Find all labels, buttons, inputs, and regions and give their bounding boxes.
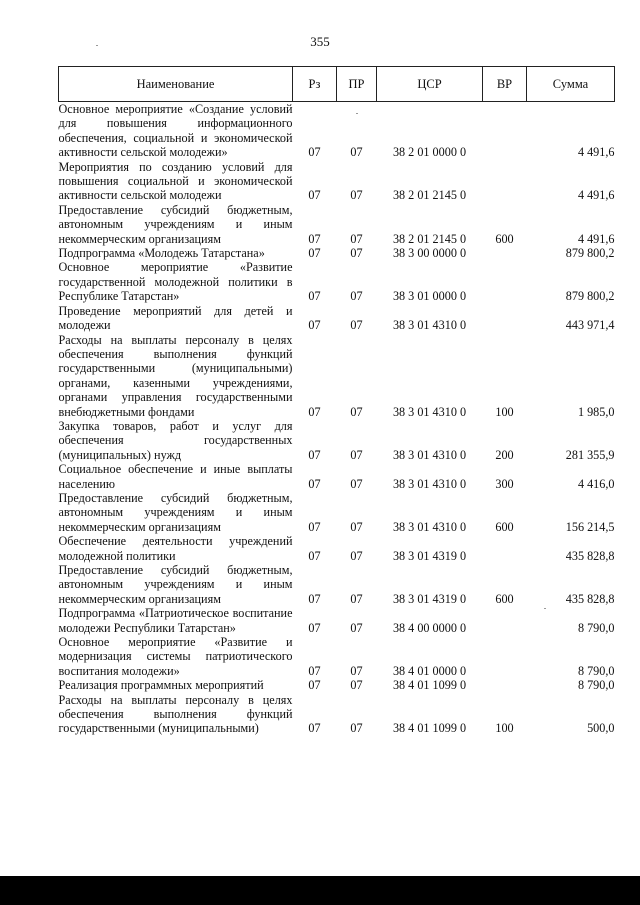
table-row	[59, 260, 615, 303]
cell-vr	[483, 260, 527, 303]
scan-speck	[544, 608, 546, 609]
cell-sum: 500,0	[587, 721, 615, 736]
cell-rz: 07	[308, 188, 321, 203]
cell-name: Подпрограмма «Патриотическое воспитание молодежи Республики Татарстан»	[58, 606, 293, 635]
table-row	[59, 203, 615, 246]
table-row	[59, 491, 615, 534]
header-name: Наименование	[59, 67, 293, 102]
cell-csr: 38 4 01 1099 0	[392, 721, 467, 736]
cell-vr	[483, 678, 527, 692]
page-number: 355	[310, 34, 330, 49]
cell-vr	[483, 606, 527, 635]
cell-vr	[483, 304, 527, 333]
cell-vr: 600	[495, 231, 514, 246]
cell-rz: 07	[308, 246, 321, 261]
cell-pr: 07	[350, 318, 363, 333]
cell-csr: 38 4 01 0000 0	[392, 663, 467, 678]
cell-vr: 100	[495, 721, 514, 736]
header-csr: ЦСР	[377, 67, 483, 102]
cell-vr: 100	[495, 404, 514, 419]
cell-sum: 879 800,2	[565, 289, 615, 304]
table-row	[59, 102, 615, 160]
table-row	[59, 678, 615, 692]
cell-pr: 07	[350, 476, 363, 491]
cell-name: Основное мероприятие «Развитие и модернизация системы патриотического воспитания молодежи»	[58, 635, 293, 678]
cell-rz: 07	[308, 289, 321, 304]
table-row	[59, 693, 615, 736]
scan-speck	[96, 45, 98, 46]
table-row	[59, 563, 615, 606]
table-row	[59, 462, 615, 491]
header-sum: Сумма	[527, 67, 615, 102]
cell-sum: 879 800,2	[565, 246, 615, 261]
cell-csr: 38 3 01 0000 0	[392, 289, 467, 304]
cell-rz: 07	[308, 591, 321, 606]
cell-pr: 07	[350, 519, 363, 534]
cell-csr: 38 3 01 4310 0	[392, 404, 467, 419]
table-row	[59, 635, 615, 678]
cell-csr: 38 3 00 0000 0	[392, 246, 467, 261]
cell-rz: 07	[308, 721, 321, 736]
cell-csr: 38 3 01 4310 0	[392, 476, 467, 491]
cell-sum: 4 416,0	[577, 476, 615, 491]
cell-csr: 38 3 01 4310 0	[392, 519, 467, 534]
cell-name: Закупка товаров, работ и услуг для обеспечения государственных (муниципальных) нужд	[58, 418, 293, 462]
cell-pr: 07	[350, 591, 363, 606]
cell-vr	[483, 102, 527, 160]
cell-pr: 07	[350, 620, 363, 635]
cell-sum: 8 790,0	[577, 620, 615, 635]
cell-vr: 600	[495, 519, 514, 534]
cell-pr: 07	[350, 145, 363, 160]
cell-name: Основное мероприятие «Развитие государственной молодежной политики в Республике Татарстан»	[58, 260, 293, 304]
table-row	[59, 304, 615, 333]
cell-pr: 07	[350, 447, 363, 462]
cell-pr: 07	[350, 188, 363, 203]
cell-name: Обеспечение деятельности учреждений молодежной политики	[58, 534, 293, 563]
cell-name: Расходы на выплаты персоналу в целях обеспечения выполнения функций государственными (муниципальными) органами, казенными учреждениями, органами управления государственными внебюджетными фондами	[58, 332, 293, 419]
table-row	[59, 534, 615, 563]
cell-name: Подпрограмма «Молодежь Татарстана»	[58, 246, 265, 261]
cell-vr	[483, 534, 527, 563]
cell-csr: 38 3 01 4310 0	[392, 447, 467, 462]
cell-vr: 300	[495, 476, 514, 491]
cell-sum: 443 971,4	[565, 318, 615, 333]
cell-csr: 38 2 01 2145 0	[392, 231, 467, 246]
cell-sum: 1 985,0	[577, 404, 615, 419]
cell-name: Предоставление субсидий бюджетным, автономным учреждениям и иным некоммерческим организациям	[58, 490, 293, 534]
cell-csr: 38 3 01 4319 0	[392, 591, 467, 606]
cell-rz: 07	[308, 678, 321, 693]
scan-bottom-border	[0, 876, 640, 905]
cell-vr: 600	[495, 591, 514, 606]
cell-sum: 8 790,0	[577, 678, 615, 693]
table-header-row	[59, 67, 615, 102]
table-row	[59, 246, 615, 260]
cell-name: Предоставление субсидий бюджетным, автономным учреждениям и иным некоммерческим организациям	[58, 202, 293, 246]
cell-pr: 07	[350, 548, 363, 563]
cell-name: Мероприятия по созданию условий для повышения социальной и экономической активности сельской молодежи	[58, 159, 293, 203]
cell-sum: 4 491,6	[577, 188, 615, 203]
cell-rz: 07	[308, 663, 321, 678]
cell-rz: 07	[308, 519, 321, 534]
cell-csr: 38 4 00 0000 0	[392, 620, 467, 635]
cell-sum: 435 828,8	[565, 591, 615, 606]
cell-sum: 8 790,0	[577, 663, 615, 678]
cell-name: Расходы на выплаты персоналу в целях обеспечения выполнения функций государственными (муниципальными)	[58, 692, 293, 736]
budget-table-container	[58, 66, 614, 736]
cell-csr: 38 3 01 4310 0	[392, 318, 467, 333]
cell-name: Реализация программных мероприятий	[58, 678, 264, 693]
cell-rz: 07	[308, 145, 321, 160]
table-row	[59, 333, 615, 419]
cell-vr	[483, 246, 527, 260]
cell-rz: 07	[308, 548, 321, 563]
cell-vr: 200	[495, 447, 514, 462]
cell-sum: 435 828,8	[565, 548, 615, 563]
cell-pr: 07	[350, 246, 363, 261]
cell-name: Проведение мероприятий для детей и молодежи	[58, 303, 293, 333]
cell-pr: 07	[350, 678, 363, 693]
cell-csr: 38 4 01 1099 0	[392, 678, 467, 693]
header-vr: ВР	[483, 67, 527, 102]
cell-vr	[483, 635, 527, 678]
table-row	[59, 606, 615, 635]
cell-name: Основное мероприятие «Создание условий для повышения информационного обеспечения, социальной и экономической активности сельской молодежи»	[58, 102, 293, 160]
cell-csr: 38 2 01 0000 0	[392, 145, 467, 160]
table-row	[59, 419, 615, 462]
budget-table	[58, 66, 615, 736]
cell-csr: 38 2 01 2145 0	[392, 188, 467, 203]
cell-sum: 281 355,9	[565, 447, 615, 462]
cell-rz: 07	[308, 318, 321, 333]
table-row	[59, 160, 615, 203]
cell-rz: 07	[308, 447, 321, 462]
cell-pr: 07	[350, 231, 363, 246]
cell-name: Предоставление субсидий бюджетным, автономным учреждениям и иным некоммерческим организациям	[58, 563, 293, 606]
cell-pr: 07	[350, 289, 363, 304]
cell-pr: 07	[350, 721, 363, 736]
cell-sum: 156 214,5	[565, 519, 615, 534]
cell-sum: 4 491,6	[577, 145, 615, 160]
cell-rz: 07	[308, 404, 321, 419]
table-body	[59, 102, 615, 736]
header-pr: ПР	[337, 67, 377, 102]
cell-sum: 4 491,6	[577, 231, 615, 246]
cell-rz: 07	[308, 620, 321, 635]
scan-speck	[356, 113, 358, 114]
cell-rz: 07	[308, 231, 321, 246]
cell-csr: 38 3 01 4319 0	[392, 548, 467, 563]
cell-pr: 07	[350, 663, 363, 678]
cell-name: Социальное обеспечение и иные выплаты населению	[58, 462, 293, 491]
header-rz: Рз	[293, 67, 337, 102]
cell-rz: 07	[308, 476, 321, 491]
cell-vr	[483, 160, 527, 203]
cell-pr: 07	[350, 404, 363, 419]
